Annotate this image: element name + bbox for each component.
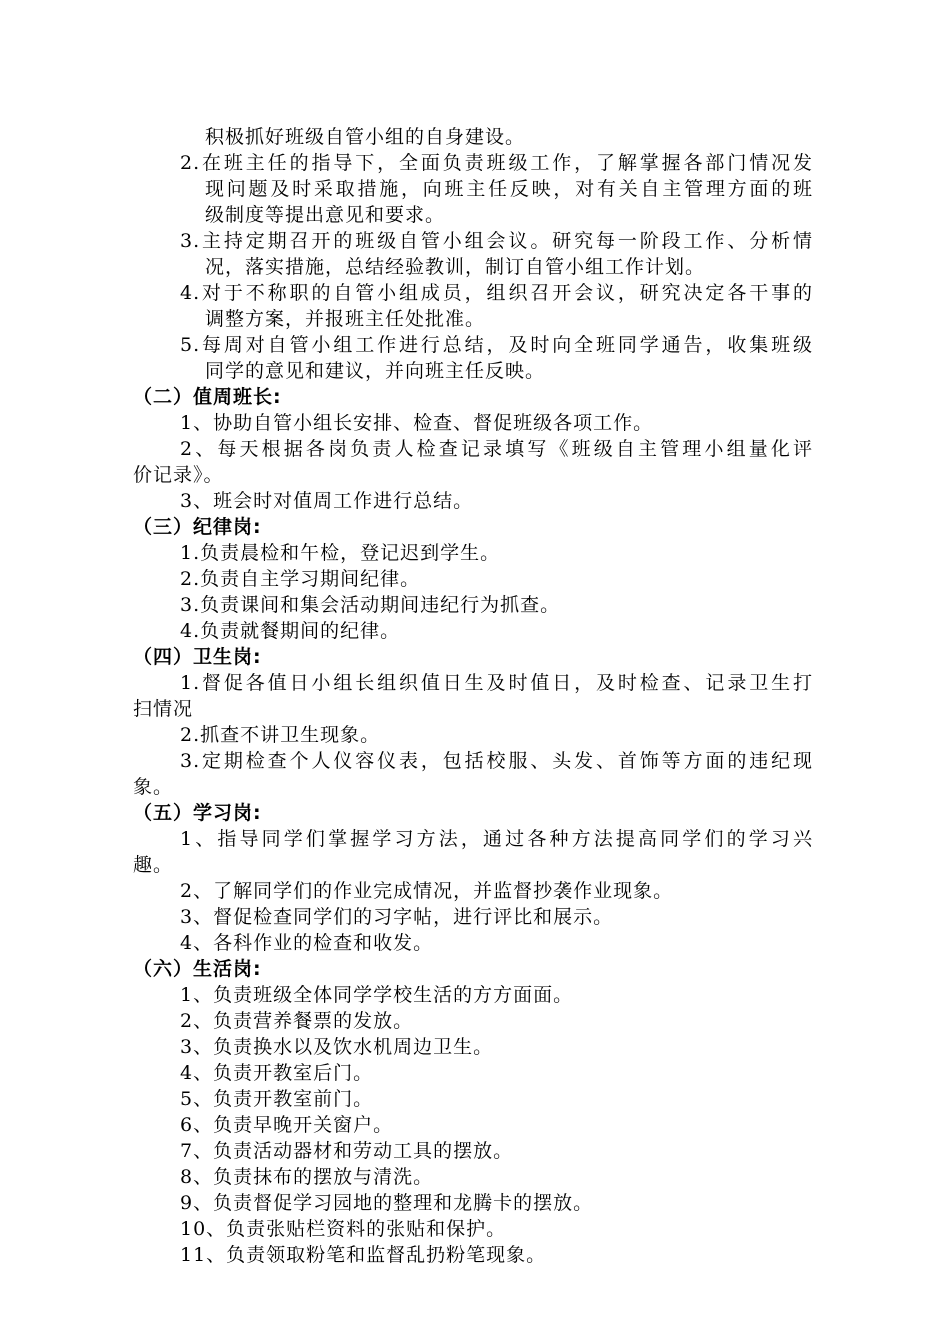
text-line: 9、负责督促学习园地的整理和龙腾卡的摆放。 (180, 1192, 594, 1214)
text-line: 1、协助自管小组长安排、检查、督促班级各项工作。 (180, 412, 654, 434)
text-line: 价记录》。 (133, 464, 224, 486)
text-line: 1、指导同学们掌握学习方法，通过各种方法提高同学们的学习兴 (180, 828, 813, 850)
text-line: 1.负责晨检和午检，登记迟到学生。 (180, 542, 501, 564)
text-line: 2、每天根据各岗负责人检查记录填写《班级自主管理小组量化评 (180, 438, 813, 460)
text-line: 3、班会时对值周工作进行总结。 (180, 490, 474, 512)
text-line: 象。 (133, 776, 174, 798)
text-line: 8、负责抹布的摆放与清洗。 (180, 1166, 434, 1188)
section-heading: （四）卫生岗: (133, 646, 262, 668)
text-line: 5.每周对自管小组工作进行总结，及时向全班同学通告，收集班级 (180, 334, 813, 356)
text-line: 4.负责就餐期间的纪律。 (180, 620, 401, 642)
section-heading: （五）学习岗: (133, 802, 262, 824)
text-line: 4、负责开教室后门。 (180, 1062, 374, 1084)
text-line: 2、了解同学们的作业完成情况，并监督抄袭作业现象。 (180, 880, 674, 902)
text-line: 趣。 (133, 854, 174, 876)
text-line: 2.负责自主学习期间纪律。 (180, 568, 421, 590)
text-line: 4、各科作业的检查和收发。 (180, 932, 434, 954)
text-line: 1.督促各值日小组长组织值日生及时值日，及时检查、记录卫生打 (180, 672, 813, 694)
section-heading: （二）值周班长: (133, 386, 282, 408)
text-line: 3.定期检查个人仪容仪表，包括校服、头发、首饰等方面的违纪现 (180, 750, 813, 772)
text-line: 7、负责活动器材和劳动工具的摆放。 (180, 1140, 514, 1162)
text-line: 级制度等提出意见和要求。 (205, 204, 446, 226)
text-line: 3.负责课间和集会活动期间违纪行为抓查。 (180, 594, 561, 616)
text-line: 2.在班主任的指导下，全面负责班级工作，了解掌握各部门情况发 (180, 152, 813, 174)
text-line: 11、负责领取粉笔和监督乱扔粉笔现象。 (180, 1244, 547, 1266)
section-heading: （三）纪律岗: (133, 516, 262, 538)
text-line: 1、负责班级全体同学学校生活的方方面面。 (180, 984, 574, 1006)
text-line: 10、负责张贴栏资料的张贴和保护。 (180, 1218, 507, 1240)
section-heading: （六）生活岗: (133, 958, 262, 980)
text-line: 扫情况 (133, 698, 194, 720)
text-line: 况，落实措施，总结经验教训，制订自管小组工作计划。 (205, 256, 706, 278)
text-line: 现问题及时采取措施，向班主任反映，对有关自主管理方面的班 (205, 178, 813, 200)
text-line: 6、负责早晚开关窗户。 (180, 1114, 394, 1136)
text-line: 2、负责营养餐票的发放。 (180, 1010, 414, 1032)
text-line: 调整方案，并报班主任处批准。 (205, 308, 486, 330)
text-line: 3、督促检查同学们的习字帖，进行评比和展示。 (180, 906, 614, 928)
text-line: 5、负责开教室前门。 (180, 1088, 374, 1110)
text-line: 4.对于不称职的自管小组成员，组织召开会议，研究决定各干事的 (180, 282, 813, 304)
text-line: 积极抓好班级自管小组的自身建设。 (205, 126, 526, 148)
text-line: 3.主持定期召开的班级自管小组会议。研究每一阶段工作、分析情 (180, 230, 813, 252)
text-line: 同学的意见和建议，并向班主任反映。 (205, 360, 546, 382)
text-line: 2.抓查不讲卫生现象。 (180, 724, 381, 746)
text-line: 3、负责换水以及饮水机周边卫生。 (180, 1036, 494, 1058)
